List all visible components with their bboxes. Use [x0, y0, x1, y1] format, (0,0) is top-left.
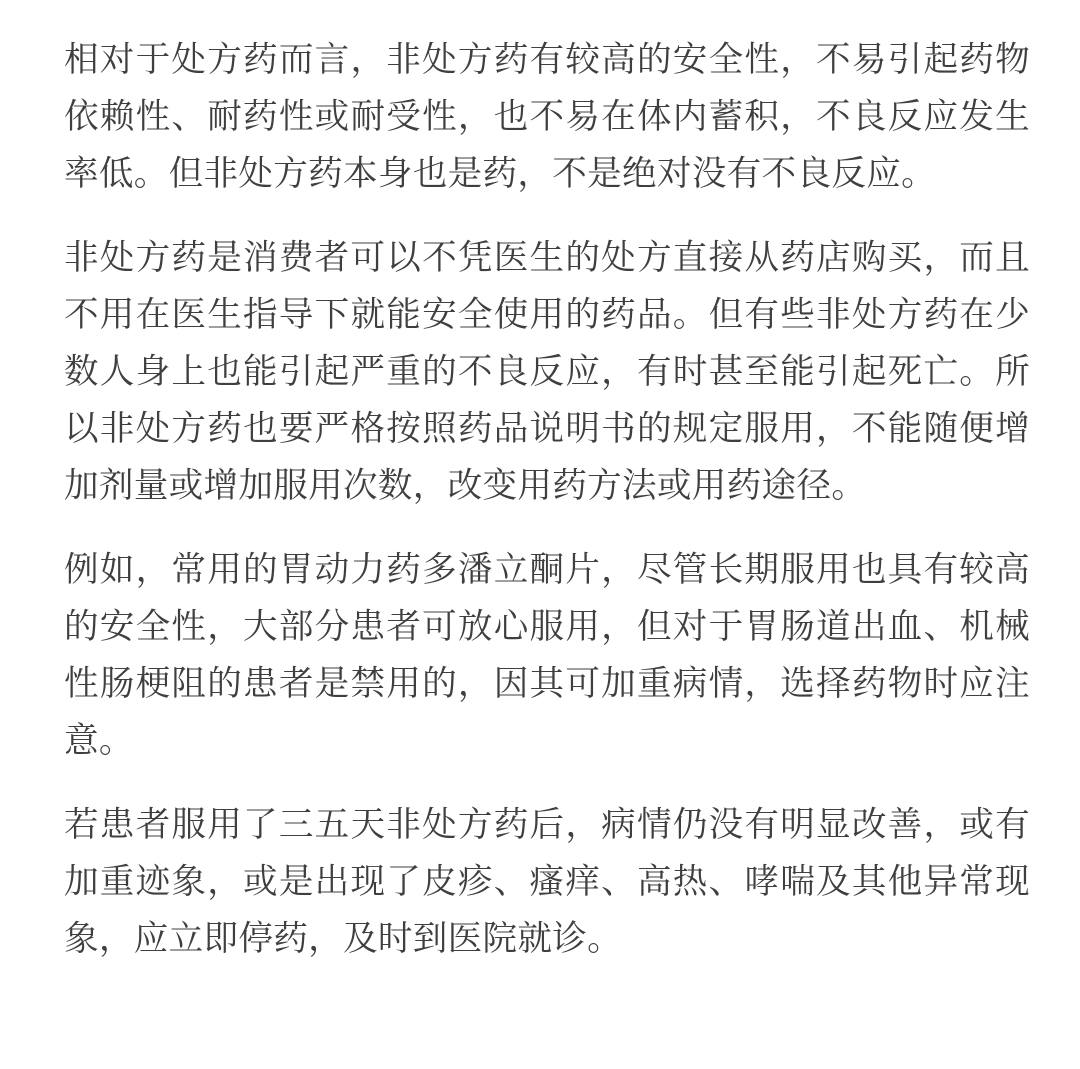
paragraph-otc-definition: 非处方药是消费者可以不凭医生的处方直接从药店购买，而且不用在医生指导下就能安全使用的药品。但有些非处方药在少数人身上也能引起严重的不良反应，有时甚至能引起死亡。所以非处方药也要严格按照药品说明书的规定服用，不能随便增加剂量或增加服用次数，改变用药方法或用药途径。 — [64, 238, 1030, 506]
paragraph-otc-safety: 相对于处方药而言，非处方药有较高的安全性，不易引起药物依赖性、耐药性或耐受性，也不易在体内蓄积，不良反应发生率低。但非处方药本身也是药，不是绝对没有不良反应。 — [64, 40, 1030, 194]
article-body — [64, 32, 1030, 968]
paragraph-stop-medication-advice: 若患者服用了三五天非处方药后，病情仍没有明显改善，或有加重迹象，或是出现了皮疹、瘙痒、高热、哮喘及其他异常现象，应立即停药，及时到医院就诊。 — [64, 805, 1030, 959]
paragraph-domperidone-example: 例如，常用的胃动力药多潘立酮片，尽管长期服用也具有较高的安全性，大部分患者可放心服用，但对于胃肠道出血、机械性肠梗阻的患者是禁用的，因其可加重病情，选择药物时应注意。 — [64, 550, 1030, 761]
